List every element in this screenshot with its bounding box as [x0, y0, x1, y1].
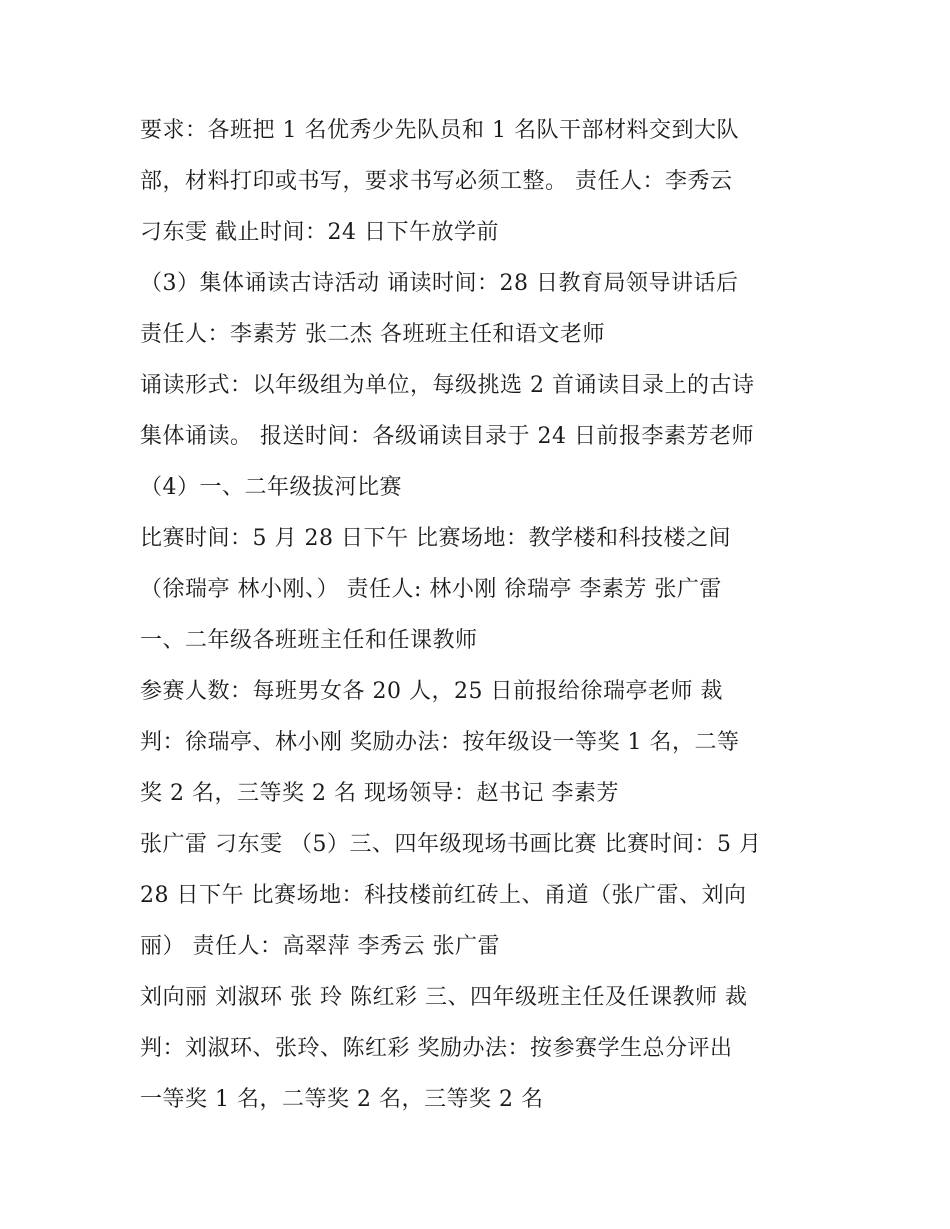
text-line: 一等奖 1 名，二等奖 2 名，三等奖 2 名 [140, 1087, 544, 1112]
text-line: （4）一、二年级拔河比赛 [140, 475, 402, 500]
text-line: 张广雷 刁东雯 （5）三、四年级现场书画比赛 比赛时间：5 月 [140, 832, 762, 857]
text-line: 诵读形式：以年级组为单位，每级挑选 2 首诵读目录上的古诗 [140, 373, 755, 398]
text-line: 刁东雯 截止时间：24 日下午放学前 [140, 220, 499, 245]
text-line: （徐瑞亭 林小刚、） 责任人: 林小刚 徐瑞亭 李素芳 张广雷 [140, 577, 722, 602]
text-line: （3）集体诵读古诗活动 诵读时间：28 日教育局领导讲话后 [140, 271, 739, 296]
text-line: 参赛人数：每班男女各 20 人，25 日前报给徐瑞亭老师 裁 [140, 679, 723, 704]
text-line: 部，材料打印或书写，要求书写必须工整。 责任人：李秀云 [140, 169, 733, 194]
text-line: 判：徐瑞亭、林小刚 奖励办法：按年级设一等奖 1 名，二等 [140, 730, 740, 755]
text-line: 28 日下午 比赛场地：科技楼前红砖上、甬道（张广雷、刘向 [140, 883, 747, 908]
text-line: 刘向丽 刘淑环 张 玲 陈红彩 三、四年级班主任及任课教师 裁 [140, 985, 748, 1010]
text-line: 奖 2 名，三等奖 2 名 现场领导：赵书记 李素芳 [140, 781, 619, 806]
text-line: 一、二年级各班班主任和任课教师 [140, 628, 478, 653]
text-line: 判：刘淑环、张玲、陈红彩 奖励办法：按参赛学生总分评出 [140, 1036, 733, 1061]
text-line: 丽） 责任人：高翠萍 李秀云 张广雷 [140, 934, 500, 959]
text-line: 集体诵读。 报送时间：各级诵读目录于 24 日前报李素芳老师 [140, 424, 754, 449]
text-line: 责任人：李素芳 张二杰 各班班主任和语文老师 [140, 322, 605, 347]
document-body [140, 105, 830, 1125]
text-line: 比赛时间：5 月 28 日下午 比赛场地：教学楼和科技楼之间 [140, 526, 731, 551]
text-line: 要求：各班把 1 名优秀少先队员和 1 名队干部材料交到大队 [140, 118, 739, 143]
